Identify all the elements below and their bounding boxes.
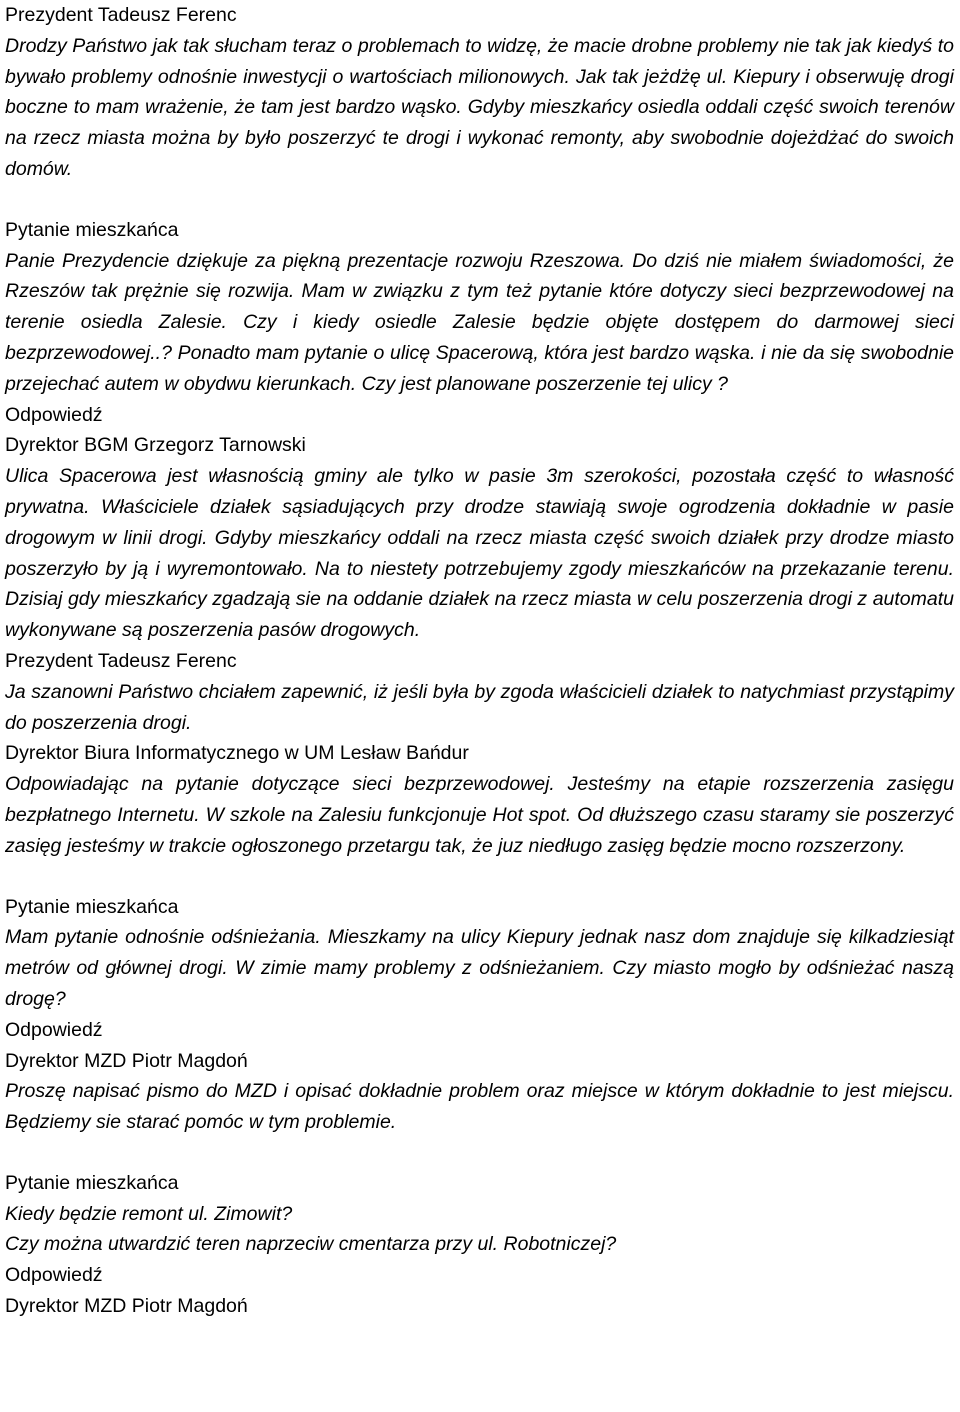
speaker-heading: Odpowiedź [5,403,103,426]
paragraph [5,769,954,861]
sentence: Odpowiadając na pytanie dotyczące sieci bezprzewodowej. [5,773,555,796]
sentence: Będziemy sie starać pomóc w tym problemie. [5,1111,397,1134]
sentence: Od dłuższego czasu staramy sie poszerzyć zasięg jesteśmy w trakcie ogłoszonego przetargu tak, że juz niedługo zasięg będzie mocno rozszerzony. [5,803,954,857]
speaker-heading: Pytanie mieszkańca [5,895,179,918]
sentence: Jesteśmy na etapie rozszerzenia zasięgu bezpłatnego Internetu. [5,773,954,826]
sentence: Dzisiaj gdy mieszkańcy zgadzają sie na oddanie działek na rzecz miasta w celu poszerzenia drogi z automatu wykonywane są poszerzenia pasów drogowych. [5,588,954,642]
paragraph [5,1229,954,1260]
speaker-heading: Pytanie mieszkańca [5,218,179,241]
sentence: Mieszkamy na ulicy Kiepury jednak nasz dom znajduje się kilkadziesiąt metrów od głównej drogi. [5,926,954,980]
paragraph [5,31,954,185]
sentence: Gdyby mieszkańcy oddali na rzecz miasta część swoich działek przy drodze miasto poszerzyło by ją i wyremontowało. [5,526,954,580]
speaker-heading: Dyrektor BGM Grzegorz Tarnowski [5,434,306,457]
sentence: Gdyby mieszkańcy osiedla oddali część swoich terenów na rzecz miasta można by było poszerzyć te drogi i wykonać remonty, aby swobodnie dojeżdżać do swoich domów. [5,96,954,180]
speaker-heading: Dyrektor Biura Informatycznego w UM Lesław Bańdur [5,742,469,765]
sentence: Ulica Spacerowa jest własnością gminy ale tylko w pasie 3m szerokości, pozostała część to własność prywatna. [5,465,954,518]
sentence: .? Ponadto mam pytanie o ulicę Spacerową, która jest bardzo wąska. [155,341,756,364]
paragraph-gap [5,185,954,215]
sentence: Kiedy będzie remont ul. Zimowit? [5,1202,293,1225]
sentence: Mam w związku z tym też pytanie które dotyczy sieci bezprzewodowej na terenie osiedla Zalesie. [5,280,954,334]
paragraph-gap [5,1138,954,1168]
sentence: Proszę napisać pismo do MZD i opisać dokładnie problem oraz miejsce w którym dokładnie to jest miejscu. [5,1080,954,1103]
sentence: Właściciele działek sąsiadujących przy drodze stawiają swoje ogrodzenia dokładnie w pasie drogowym w linii drogi. [5,495,954,549]
sentence: W zimie mamy problemy z odśnieżaniem. [227,957,605,980]
sentence: Panie Prezydencie dziękuje za piękną prezentacje rozwoju Rzeszowa. [5,249,626,272]
sentence: W szkole na Zalesiu funkcjonuje Hot spot. [199,803,572,826]
sentence: Czy i kiedy osiedle Zalesie będzie objęte dostępem do darmowej sieci bezprzewodowej. [5,311,954,364]
paragraph-gap [5,862,954,892]
sentence: Do dziś nie miałem świadomości, że Rzeszów tak prężnie się rozwija. [5,249,954,303]
speaker-heading: Odpowiedź [5,1264,103,1287]
paragraph [5,1199,954,1230]
paragraph [5,677,954,739]
speaker-heading: Prezydent Tadeusz Ferenc [5,4,237,26]
paragraph [5,922,954,1014]
sentence: Czy można utwardzić teren naprzeciw cmentarza przy ul. Robotniczej? [5,1233,617,1256]
speaker-heading: Pytanie mieszkańca [5,1171,179,1194]
sentence: Drodzy Państwo jak tak słucham teraz o problemach to widzę, że macie drobne problemy nie tak jak kiedyś to bywało problemy odnośnie inwestycji o wartościach milionowych. Jak tak jeżdżę ul. Kiepury i obserwuję drogi boczne to mam wrażenie, że tam jest bardzo wąsko. [5,34,954,119]
speaker-heading: Odpowiedź [5,1018,103,1041]
sentence: Mam pytanie odnośnie odśnieżania. [5,926,321,949]
speaker-heading: Dyrektor MZD Piotr Magdoń [5,1295,248,1318]
sentence: Ja szanowni Państwo chciałem zapewnić, iż jeśli była by zgoda właścicieli działek to natychmiast przystąpimy do poszerzenia drogi. [5,680,954,734]
paragraph [5,246,954,400]
sentence: Czy jest planowane poszerzenie tej ulicy ? [356,372,728,395]
speaker-heading: Prezydent Tadeusz Ferenc [5,649,237,672]
paragraph [5,1076,954,1138]
sentence: Na to niestety potrzebujemy zgody mieszkańców na przekazanie terenu. [307,557,954,580]
sentence: Czy miasto mogło by odśnieżać naszą drogę? [5,957,955,1010]
speaker-heading: Dyrektor MZD Piotr Magdoń [5,1049,248,1072]
sentence: i nie da się swobodnie przejechać autem w obydwu kierunkach. [5,341,954,395]
paragraph [5,461,954,646]
